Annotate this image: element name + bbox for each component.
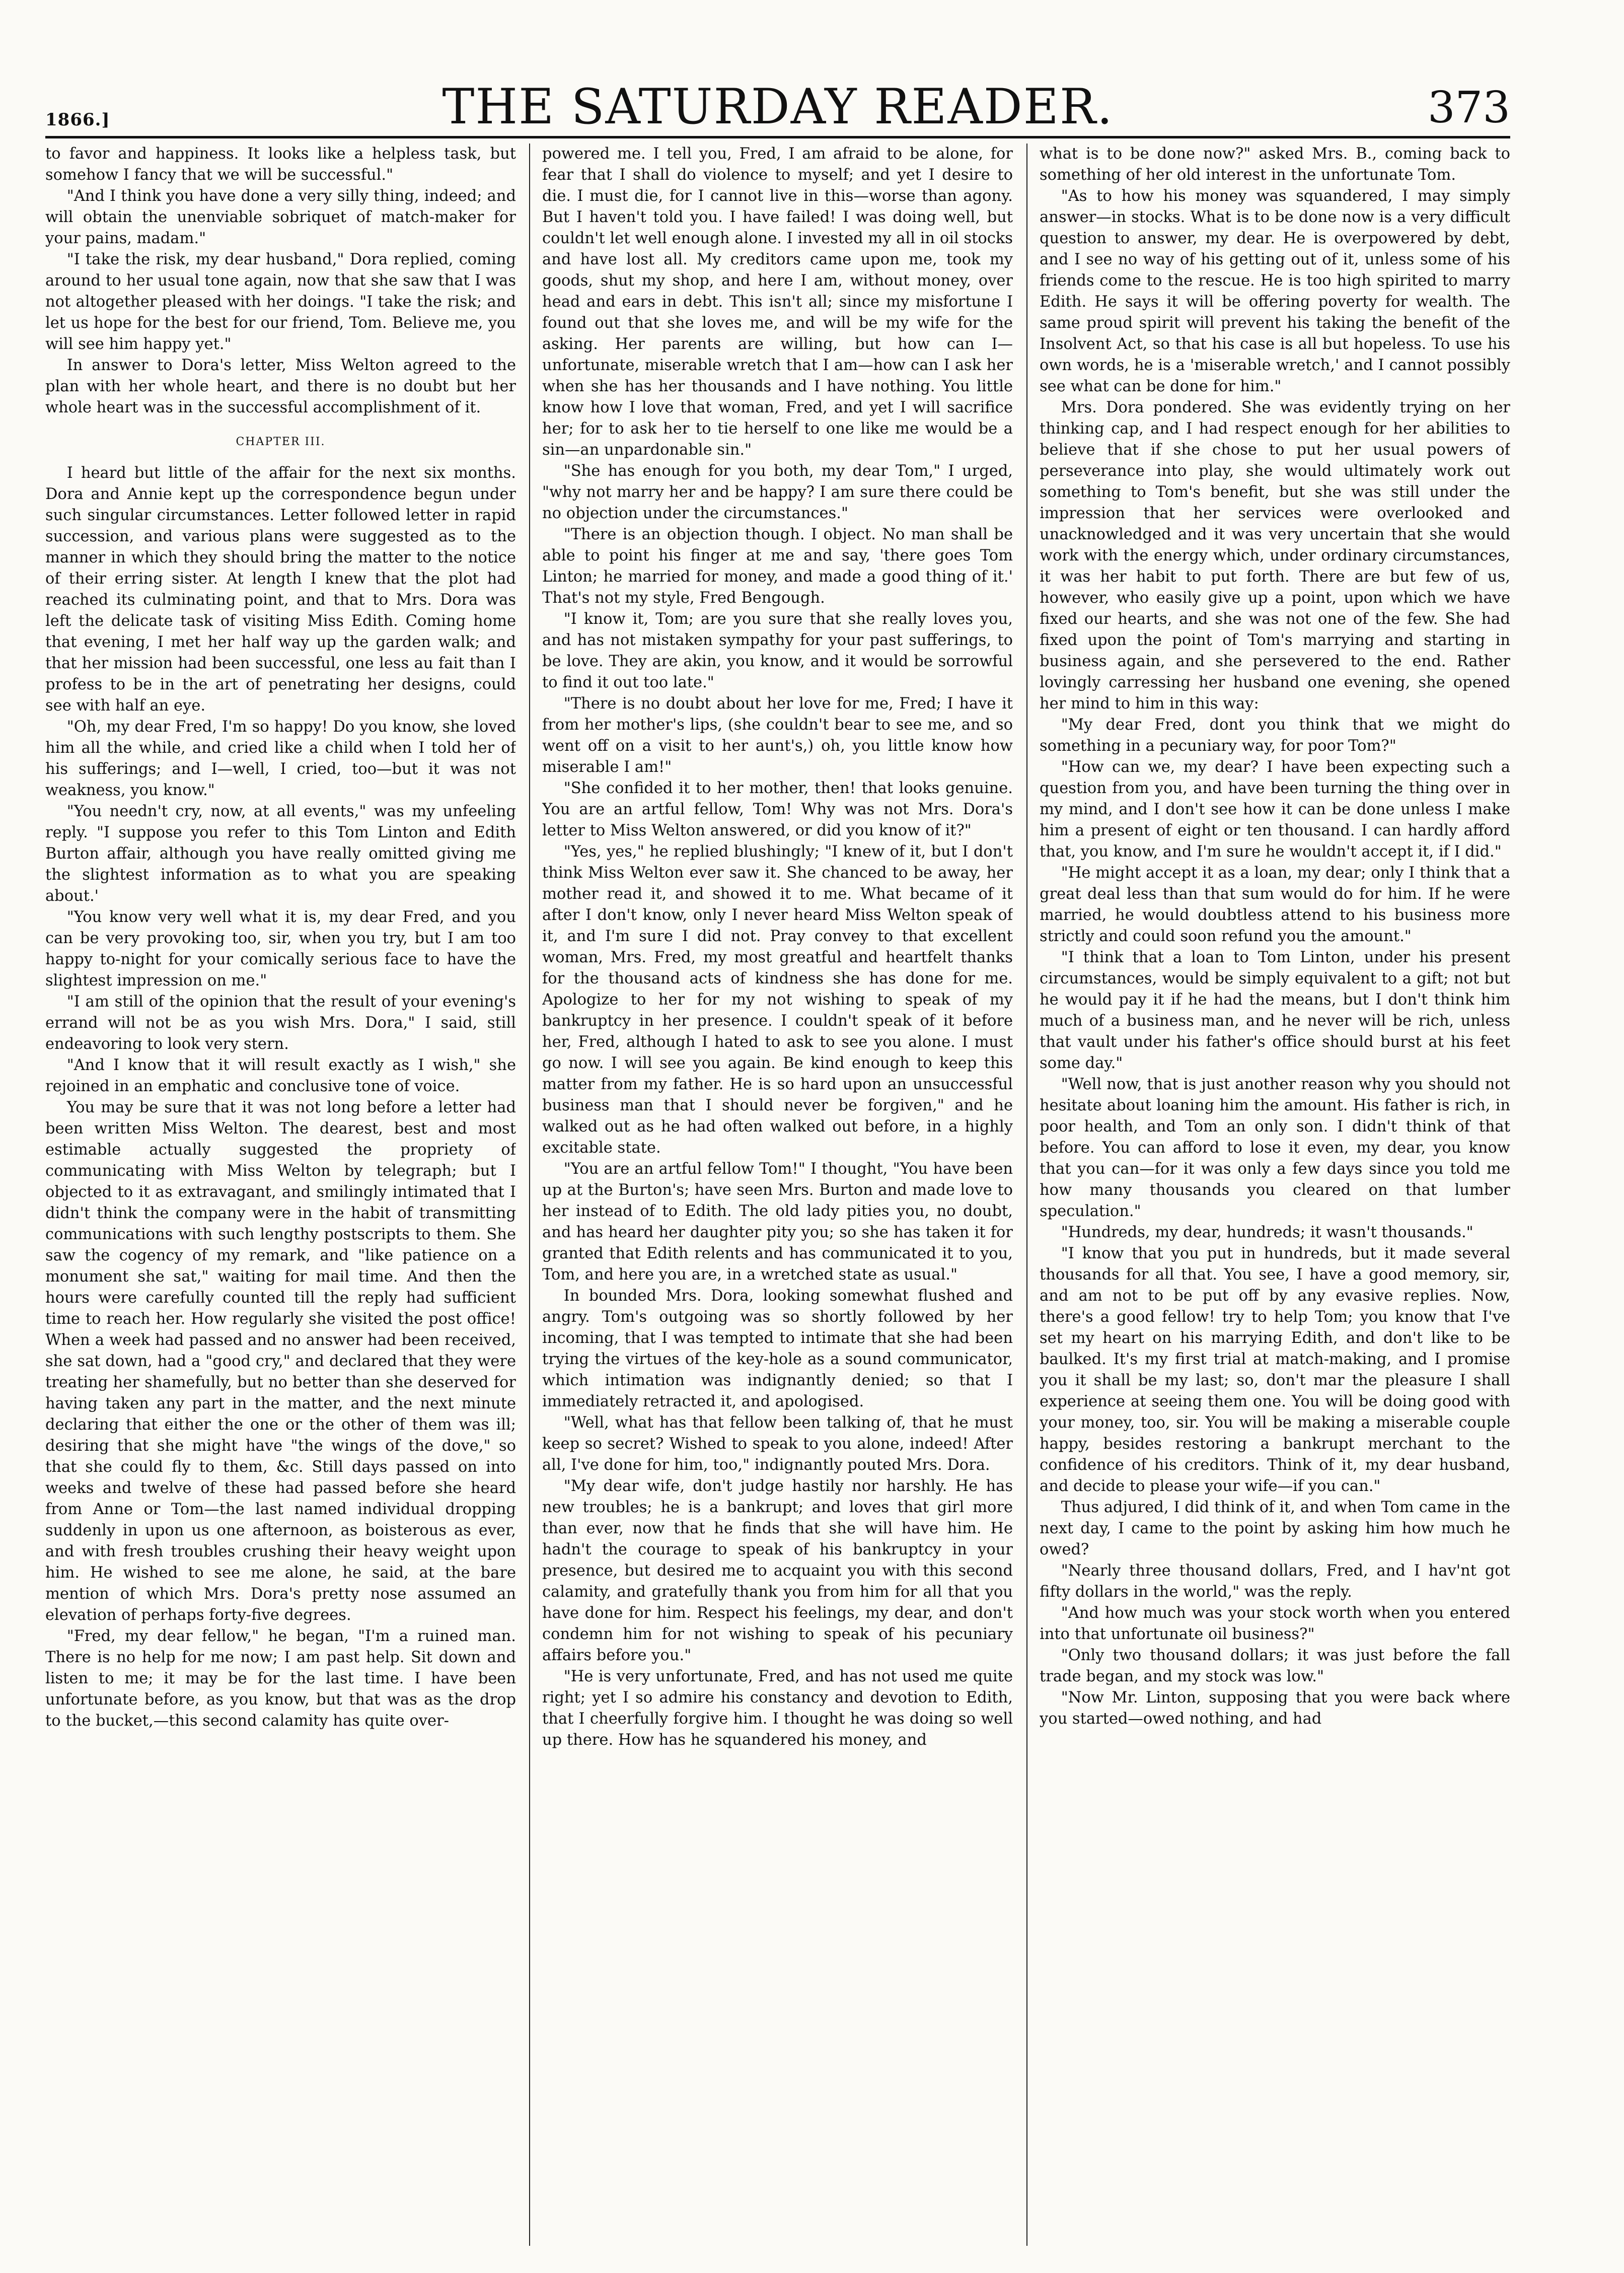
paragraph: "Well, what has that fellow been talking of, that he must keep so secret? Wished to speak to you alone, indeed! After all, I've done for him, too," indignantly pouted Mrs. Dora. bbox=[542, 1414, 1013, 1474]
paragraph: "She confided it to her mother, then! that looks genuine. You are an artful fellow, Tom! Why was not Mrs. Dora's letter to Miss Welton answered, or did you know of it?" bbox=[542, 779, 1013, 839]
paragraph: what is to be done now?" asked Mrs. B., coming back to something of her old interest in the unfortunate Tom. bbox=[1040, 145, 1510, 184]
paragraph: "He might accept it as a loan, my dear; only I think that a great deal less than that sum would do for him. If he were married, he would doubtless attend to his business more strictly and could soon refund you the amount." bbox=[1040, 864, 1510, 945]
paragraph: "There is an objection though. I object. No man shall be able to point his finger at me and say, 'there goes Tom Linton; he married for money, and made a good thing of it.' That's not my style, Fred Bengough. bbox=[542, 526, 1013, 607]
paragraph: "And I know that it will result exactly as I wish," she rejoined in an emphatic and conclusive tone of voice. bbox=[45, 1056, 516, 1095]
paragraph: You may be sure that it was not long before a letter had been written Miss Welton. The dearest, best and most estimable actually suggested the propriety of communicating with Miss Welton by telegraph; but I objected to it as extravagant, and smilingly intimated that I didn't think the company were in the habit of transmitting communications with such lengthy postscripts to them. She saw the cogency of my remark, and "like patience on a monument she sat," waiting for mail time. And then the hours were carefully counted till the reply had sufficient time to reach her. How regularly she visited the post office! When a week had passed and no answer had been received, she sat down, had a "good cry," and declared that they were treating her shamefully, but no better than she deserved for having taken any part in the matter, and the next minute declaring that either the one or the other of them was ill; desiring that she might have "the wings of the dove," so that she could fly to them, &c. Still days passed on into weeks and twelve of these had passed before she heard from Anne or Tom—the last named individual dropping suddenly in upon us one afternoon, as boisterous as ever, and with fresh troubles crushing their heavy weight upon him. He wished to see me alone, he said, at the bare mention of which Mrs. Dora's pretty nose assumed an elevation of perhaps forty-five degrees. bbox=[45, 1099, 516, 1624]
paragraph: "Only two thousand dollars; it was just before the fall trade began, and my stock was low." bbox=[1040, 1647, 1510, 1685]
paragraph: Mrs. Dora pondered. She was evidently trying on her thinking cap, and I had respect enough for her abilities to believe that if she chose to put her usual powers of perseverance into play, she would ultimately work out something to Tom's benefit, but she was still under the impression that her services were overlooked and unacknowledged and it was very uncertain that she would work with the energy which, under ordinary circumstances, it was her habit to put forth. There are but few of us, however, who easily give up a point, upon which we have fixed our hearts, and she was not one of the few. She had fixed upon the point of Tom's marrying and starting in business again, and she persevered to the end. Rather lovingly carressing her husband one evening, she opened her mind to him in this way: bbox=[1040, 399, 1510, 713]
page-header bbox=[45, 76, 1510, 138]
paragraph: "You are an artful fellow Tom!" I thought, "You have been up at the Burton's; have seen Mrs. Burton and made love to her instead of to Edith. The old lady pities you, no doubt, and has heard her daughter pity you; so she has taken it for granted that Edith relents and has communicated it to you, Tom, and here you are, in a wretched state as usual." bbox=[542, 1160, 1013, 1284]
paragraph: "And I think you have done a very silly thing, indeed; and will obtain the unenviable sobriquet of match-maker for your pains, madam." bbox=[45, 187, 516, 247]
paragraph: powered me. I tell you, Fred, I am afraid to be alone, for fear that I shall do violence to myself; and yet I desire to die. I must die, for I cannot live in this—worse than agony. But I haven't told you. I have failed! I was doing well, but couldn't let well enough alone. I invested my all in oil stocks and have lost all. My creditors came upon me, took my goods, shut my shop, and here I am, without money, over head and ears in debt. This isn't all; since my misfortune I found out that she loves me, and will be my wife for the asking. Her parents are willing, but how can I—unfortunate, miserable wretch that I am—how can I ask her when she has her thousands and I have nothing. You little know how I love that woman, Fred, and yet I will sacrifice her; for to ask her to tie herself to one like me would be a sin—an unpardonable sin." bbox=[542, 145, 1013, 459]
paragraph: "You needn't cry, now, at all events," was my unfeeling reply. "I suppose you refer to this Tom Linton and Edith Burton affair, although you have really omitted giving me the slightest information as to what you are speaking about.' bbox=[45, 803, 516, 905]
paragraph: "Well now, that is just another reason why you should not hesitate about loaning him the amount. His father is rich, in poor health, and Tom an only son. I didn't think of that before. You can afford to lose it even, my dear, you know that you can—for it was only a few days since you told me how many thousands you cleared on that lumber speculation." bbox=[1040, 1076, 1510, 1220]
paragraph: "My dear wife, don't judge hastily nor harshly. He has new troubles; he is a bankrupt; and loves that girl more than ever, now that he finds that she will have him. He hadn't the courage to speak of his bankruptcy in your presence, but desired me to acquaint you with this second calamity, and gratefully thank you from him for all that you have done for him. Respect his feelings, my dear, and don't condemn him for not wishing to speak of his pecuniary affairs before you." bbox=[542, 1477, 1013, 1664]
paragraph: "You know very well what it is, my dear Fred, and you can be very provoking too, sir, when you try, but I am too happy to-night for your comically serious face to have the slightest impression on me." bbox=[45, 908, 516, 989]
paragraph: "I take the risk, my dear husband," Dora replied, coming around to her usual tone again, now that she saw that I was not altogether pleased with her doings. "I take the risk; and let us hope for the best for our friend, Tom. Believe me, you will see him happy yet." bbox=[45, 251, 516, 353]
paragraph: "Now Mr. Linton, supposing that you were back where you started—owed nothing, and had bbox=[1040, 1689, 1510, 1728]
paragraph: In bounded Mrs. Dora, looking somewhat flushed and angry. Tom's outgoing was so shortly followed by her incoming, that I was tempted to intimate that she had been trying the virtues of the key-hole as a sound communicator, which intimation was indignantly denied; so that I immediately retracted it, and apologised. bbox=[542, 1287, 1013, 1410]
article-columns bbox=[45, 144, 1510, 2261]
column-1 bbox=[45, 144, 516, 2261]
chapter-heading: CHAPTER III. bbox=[236, 436, 326, 448]
column-divider bbox=[1026, 144, 1027, 2246]
paragraph: "She has enough for you both, my dear Tom," I urged, "why not marry her and be happy? I am sure there could be no objection under the circumstances." bbox=[542, 462, 1013, 522]
header-year: 1866.] bbox=[45, 110, 110, 130]
paragraph: I heard but little of the affair for the next six months. Dora and Annie kept up the correspondence begun under such singular circumstances. Letter followed letter in rapid succession, and various plans were suggested as to the manner in which they should bring the matter to the notice of their erring sister. At length I knew that the plot had reached its culminating point, and that to Mrs. Dora was left the delicate task of visiting Miss Edith. Coming home that evening, I met her half way up the garden walk; and that her mission had been successful, one less au fait than I profess to be in the art of penetrating her designs, could see with half an eye. bbox=[45, 464, 516, 715]
paragraph: Thus adjured, I did think of it, and when Tom came in the next day, I came to the point by asking him how much he owed? bbox=[1040, 1499, 1510, 1558]
paragraph: "I am still of the opinion that the result of your evening's errand will not be as you wish Mrs. Dora," I said, still endeavoring to look very stern. bbox=[45, 993, 516, 1053]
paragraph: In answer to Dora's letter, Miss Welton agreed to the plan with her whole heart, and there is no doubt but her whole heart was in the successful accomplishment of it. bbox=[45, 357, 516, 416]
paragraph: "Oh, my dear Fred, I'm so happy! Do you know, she loved him all the while, and cried like a child when I told her of his sufferings; and I—well, I cried, too—but it was not weakness, you know." bbox=[45, 718, 516, 799]
paragraph: "He is very unfortunate, Fred, and has not used me quite right; yet I so admire his constancy and devotion to Edith, that I cheerfully forgive him. I thought he was doing so well up there. How has he squandered his money, and bbox=[542, 1668, 1013, 1749]
paragraph: "There is no doubt about her love for me, Fred; I have it from her mother's lips, (she couldn't bear to see me, and so went off on a visit to her aunt's,) oh, you little know how miserable I am!" bbox=[542, 695, 1013, 776]
newspaper-page bbox=[45, 76, 1510, 2261]
paragraph: "Hundreds, my dear, hundreds; it wasn't thousands." bbox=[1061, 1224, 1473, 1241]
column-2 bbox=[542, 144, 1013, 2261]
paragraph: "And how much was your stock worth when you entered into that unfortunate oil business?" bbox=[1040, 1604, 1510, 1643]
paragraph: "Nearly three thousand dollars, Fred, and I hav'nt got fifty dollars in the world," was the reply. bbox=[1040, 1562, 1510, 1601]
paragraph: "I know it, Tom; are you sure that she really loves you, and has not mistaken sympathy for your past sufferings, to be love. They are akin, you know, and it would be sorrowful to find it out too late." bbox=[542, 610, 1013, 691]
paragraph: "Fred, my dear fellow," he began, "I'm a ruined man. There is no help for me now; I am past help. Sit down and listen to me; it may be for the last time. I have been unfortunate before, as you know, but that was as the drop to the bucket,—this second calamity has quite over- bbox=[45, 1627, 516, 1730]
page-number: 373 bbox=[1427, 83, 1510, 133]
paragraph: "My dear Fred, dont you think that we might do something in a pecuniary way, for poor Tom?" bbox=[1040, 716, 1510, 755]
paragraph: to favor and happiness. It looks like a helpless task, but somehow I fancy that we will be successful." bbox=[45, 145, 516, 184]
paragraph: "Yes, yes," he replied blushingly; "I knew of it, but I don't think Miss Welton ever saw it. She chanced to be away, her mother read it, and showed it to me. What became of it after I don't know, only I never heard Miss Welton speak of it, and I'm sure I did not. Pray convey to that excellent woman, Mrs. Fred, my most greatful and heartfelt thanks for the thousand acts of kindness she has done for me. Apologize to her for my not wishing to speak of my bankruptcy in her presence. I couldn't speak of it before her, Fred, although I hated to ask to see you alone. I must go now. I will see you again. Be kind enough to keep this matter from my father. He is so hard upon an unsuccessful business man that I should never be forgiven," and he walked out as he had often walked out before, in a highly excitable state. bbox=[542, 843, 1013, 1157]
paragraph: "I know that you put in hundreds, but it made several thousands for all that. You see, I have a good memory, sir, and am not to be put off by any evasive replies. Now, there's a good fellow! try to help Tom; you know that I've set my heart on his marrying Edith, and don't like to be baulked. It's my first trial at match-making, and I promise you it shall be my last; so, don't mar the pleasure I shall experience at seeing them one. You will be doing good with your money, too, sir. You will be making a miserable couple happy, besides restoring a bankrupt merchant to the confidence of his creditors. Think of it, my dear husband, and decide to please your wife—if you can." bbox=[1040, 1245, 1510, 1495]
paragraph: "How can we, my dear? I have been expecting such a question from you, and have been turning the thing over in my mind, and I don't see how it can be done unless I make him a present of eight or ten thousand. I can hardly afford that, you know, and I'm sure he wouldn't accept it, if I did." bbox=[1040, 758, 1510, 861]
column-divider bbox=[529, 144, 530, 2246]
masthead-title: THE SATURDAY READER. bbox=[442, 79, 1114, 135]
column-3 bbox=[1040, 144, 1510, 2261]
paragraph: "I think that a loan to Tom Linton, under his present circumstances, would be simply equivalent to a gift; not but he would pay it if he had the means, but I don't think him much of a business man, and he never will be rich, unless that vault under his father's office should burst at his feet some day." bbox=[1040, 949, 1510, 1072]
paragraph: "As to how his money was squandered, I may simply answer—in stocks. What is to be done now is a very difficult question to answer, my dear. He is overpowered by debt, and I see no way of his getting out of it, unless some of his friends come to the rescue. He is too high spirited to marry Edith. He says it will be offering poverty for wealth. The same proud spirit will prevent his taking the benefit of the Insolvent Act, so that his case is all but hopeless. To use his own words, he is a 'miserable wretch,' and I cannot possibly see what can be done for him." bbox=[1040, 187, 1510, 395]
